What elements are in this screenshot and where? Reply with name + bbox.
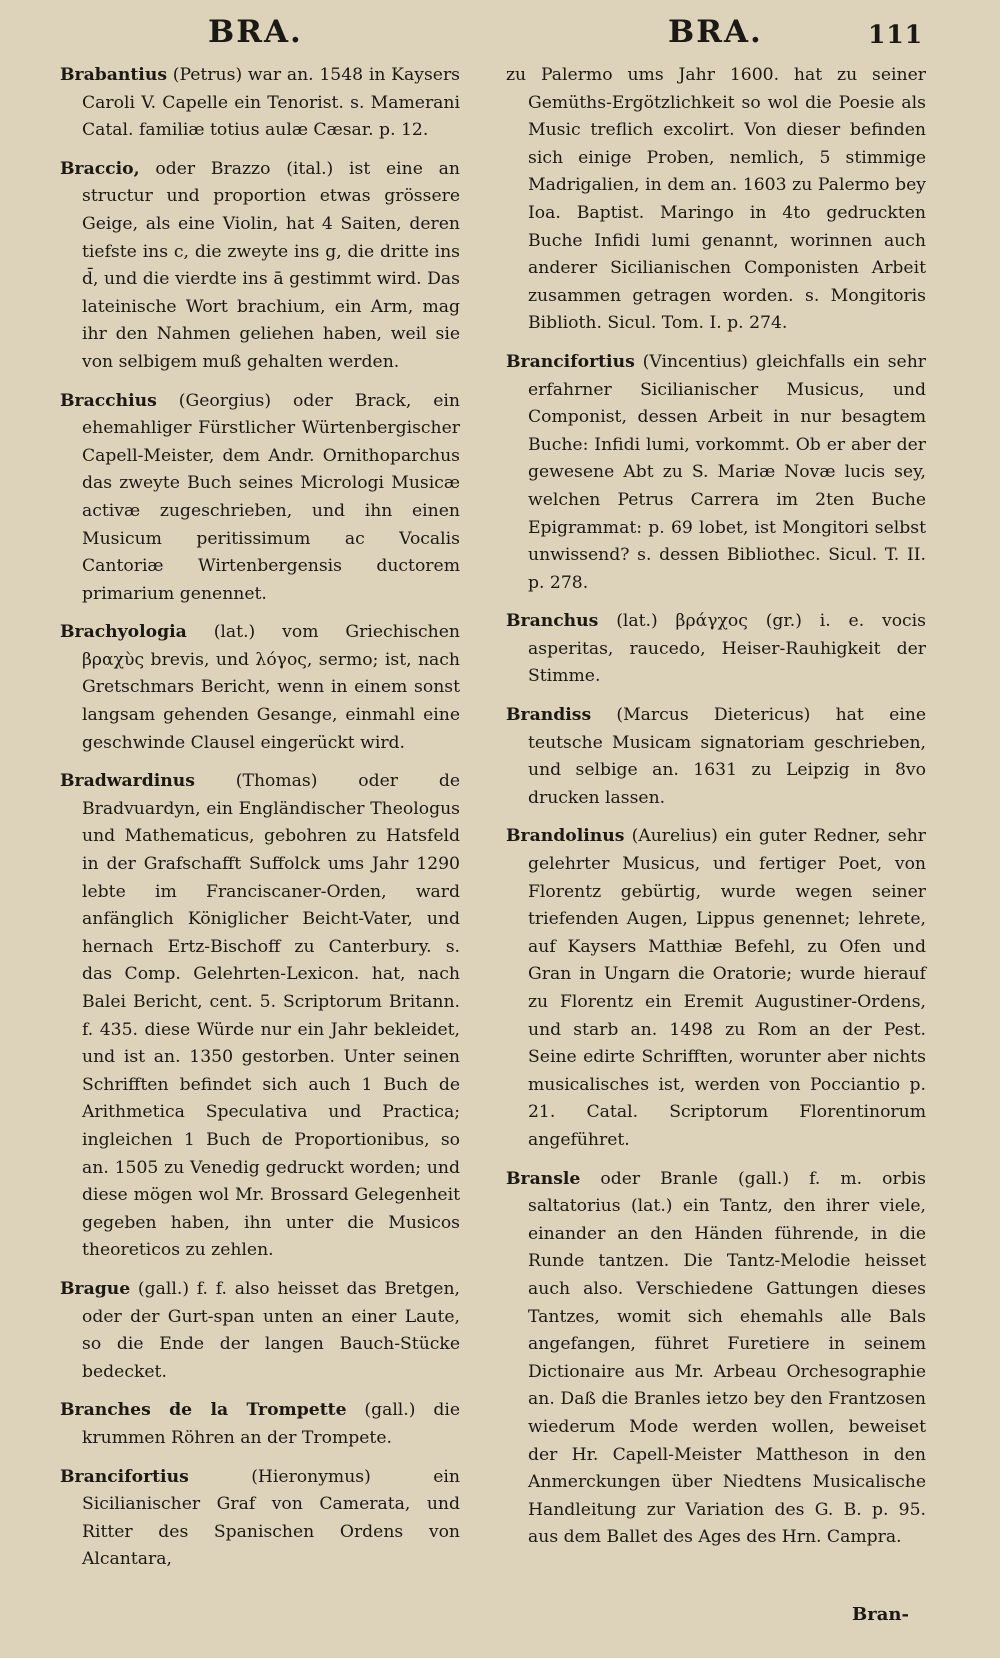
entry-text: (Aurelius) ein guter Redner, sehr gelehrter Musicus, und fertiger Poet, von Florentz gebürtig, wurde wegen seiner triefenden Augen, Lippus genennet; lehrete, auf Kaysers Matthiæ Befehl, zu Ofen und Gran in Ungarn die Oratorie; wurde hierauf zu Florentz ein Eremit Augustiner-Ordens, und starb an. 1498 zu Rom an der Pest. Seine edirte Schrifften, worunter aber nichts musicalisches ist, werden von Pocciantio p. 21. Catal. Scriptorum Florentinorum angeführet. <box>528 826 926 1150</box>
entry-headword: Brancifortius <box>60 1466 189 1487</box>
dictionary-entry <box>506 702 926 812</box>
entry-headword: Brachyologia <box>60 622 187 643</box>
entry-text: oder Branle (gall.) f. m. orbis saltatorius (lat.) ein Tantz, den ihrer viele, einander an den Händen führende, in die Runde tantzen. Die Tantz-Melodie heisset auch also. Verschiedene Gattungen dieses Tantzes, womit sich ehemahls alle Bals angefangen, führet Furetiere in seinem Dictionaire aus Mr. Arbeau Orchesographie an. Daß die Branles ietzo bey den Frantzosen wiederum Mode werden wollen, beweiset der Hr. Capell-Meister Mattheson in den Anmerckungen über Niedtens Musicalische Handleitung zur Variation des G. B. p. 95. aus dem Ballet des Ages des Hrn. Campra. <box>528 1168 926 1548</box>
entry-headword: Bradwardinus <box>60 771 195 792</box>
dictionary-entry <box>506 349 926 597</box>
right-column <box>506 62 926 1563</box>
entry-headword: Branches de la Trompette <box>60 1400 347 1421</box>
dictionary-entry <box>60 62 460 145</box>
dictionary-entry <box>60 1397 460 1452</box>
dictionary-entry <box>60 768 460 1265</box>
left-column <box>60 62 460 1585</box>
header-left: BRA. <box>208 14 303 50</box>
entry-headword: Brandiss <box>506 705 592 726</box>
entry-text: (Thomas) oder de Bradvuardyn, ein Engländischer Theologus und Mathematicus, gebohren zu Hatsfeld in der Grafschafft Suffolck ums Jahr 1290 lebte im Franciscaner-Orden, ward anfänglich Königlicher Beicht-Vater, und hernach Ertz-Bischoff zu Canterbury. s. das Comp. Gelehrten-Lexicon. hat, nach Balei Bericht, cent. 5. Scriptorum Britann. f. 435. diese Würde nur ein Jahr bekleidet, und ist an. 1350 gestorben. Unter seinen Schrifften befindet sich auch 1 Buch de Arithmetica Speculativa und Practica; ingleichen 1 Buch de Proportionibus, so an. 1505 zu Venedig gedruckt worden; und diese mögen wol Mr. Brossard Gelegenheit gegeben haben, ihn unter die Musicos theoreticos zu zehlen. <box>82 771 460 1261</box>
dictionary-entry <box>506 1166 926 1552</box>
entry-headword: Brague <box>60 1278 131 1299</box>
entry-text: (Vincentius) gleichfalls ein sehr erfahrner Sicilianischer Musicus, und Componist, dessen Arbeit in nur besagtem Buche: Infidi lumi, vorkommt. Ob er aber der gewesene Abt zu S. Mariæ Novæ lucis sey, welchen Petrus Carrera im 2ten Buche Epigrammat: p. 69 lobet, ist Mongitori selbst unwissend? s. dessen Bibliothec. Sicul. T. II. p. 278. <box>528 351 926 593</box>
entry-text: (gall.) die krummen Röhren an der Trompete. <box>82 1400 460 1448</box>
entry-headword: Branchus <box>506 611 599 632</box>
dictionary-entry <box>60 619 460 757</box>
entry-headword: Brancifortius <box>506 351 635 372</box>
dictionary-entry <box>506 608 926 691</box>
entry-headword: Brandolinus <box>506 826 625 847</box>
dictionary-entry <box>506 823 926 1154</box>
running-header <box>0 10 1000 50</box>
dictionary-entry <box>506 62 926 338</box>
dictionary-entry <box>60 1276 460 1386</box>
entry-headword: Braccio, <box>60 158 140 179</box>
dictionary-entry <box>60 156 460 377</box>
dictionary-entry <box>60 1464 460 1574</box>
catchword: Bran- <box>852 1604 909 1625</box>
entry-headword: Brabantius <box>60 65 168 85</box>
entry-headword: Bracchius <box>60 390 157 411</box>
entry-text: zu Palermo ums Jahr 1600. hat zu seiner Gemüths-Ergötzlichkeit so wol die Poesie als Music treflich excolirt. Von dieser befinden sich einige Proben, nemlich, 5 stimmige Madrigalien, in dem an. 1603 zu Palermo bey Ioa. Baptist. Maringo in 4to gedruckten Buche Infidi lumi genannt, worinnen auch anderer Sicilianischen Componisten Arbeit zusammen getragen worden. s. Mongitoris Biblioth. Sicul. Tom. I. p. 274. <box>506 65 926 334</box>
entry-text: (lat.) vom Griechischen βραχὺς brevis, und λόγος, sermo; ist, nach Gretschmars Bericht, wenn in einem sonst langsam gehenden Gesange, einmahl eine geschwinde Clausel eingerückt wird. <box>82 622 460 753</box>
entry-text: (lat.) βράγχος (gr.) i. e. vocis asperitas, raucedo, Heiser-Rauhigkeit der Stimme. <box>528 611 926 687</box>
entry-text: (Georgius) oder Brack, ein ehemahliger Fürstlicher Würtenbergischer Capell-Meister, dem Andr. Ornithoparchus das zweyte Buch seines Micrologi Musicæ activæ zugeschrieben, und ihn einen Musicum peritissimum ac Vocalis Cantoriæ Wirtenbergensis ductorem primarium genennet. <box>82 390 460 604</box>
page-number: 111 <box>868 20 924 49</box>
entry-text: (gall.) f. f. also heisset das Bretgen, oder der Gurt-span unten an einer Laute, so die Ende der langen Bauch-Stücke bedecket. <box>82 1278 460 1382</box>
entry-headword: Bransle <box>506 1168 581 1189</box>
entry-text: (Marcus Dietericus) hat eine teutsche Musicam signatoriam geschrieben, und selbige an. 1631 zu Leipzig in 8vo drucken lassen. <box>528 705 926 808</box>
entry-text: (Hieronymus) ein Sicilianischer Graf von Camerata, und Ritter des Spanischen Ordens von Alcantara, <box>82 1466 460 1570</box>
entry-text: oder Brazzo (ital.) ist eine an structur und proportion etwas grössere Geige, als eine Violin, hat 4 Saiten, deren tiefste ins c, die zweyte ins g, die dritte ins d̄, und die vierdte ins ā gestimmt wird. Das lateinische Wort brachium, ein Arm, mag ihr den Nahmen geliehen haben, weil sie von selbigem muß gehalten werden. <box>82 158 460 372</box>
header-right: BRA. <box>668 14 763 50</box>
dictionary-entry <box>60 388 460 609</box>
entry-text: (Petrus) war an. 1548 in Kaysers Caroli V. Capelle ein Tenorist. s. Mamerani Catal. familiæ totius aulæ Cæsar. p. 12. <box>82 65 460 141</box>
